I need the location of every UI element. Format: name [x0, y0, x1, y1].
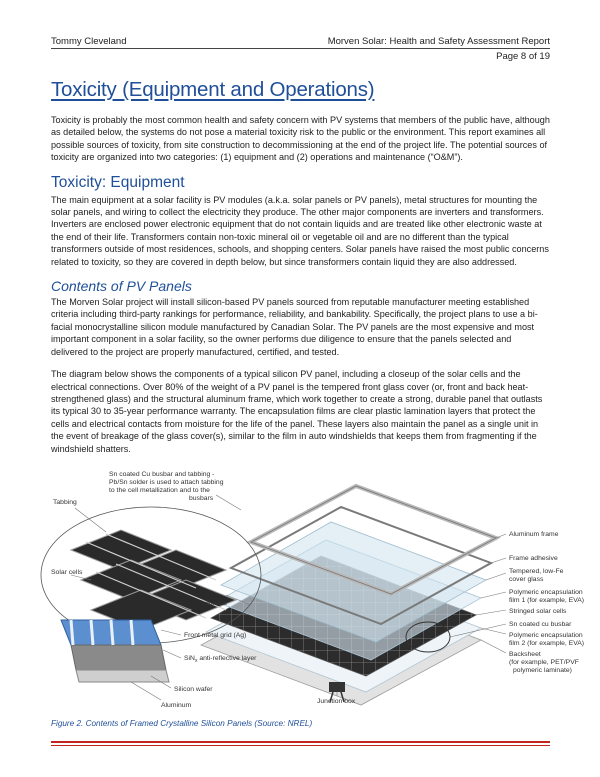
page-number: Page 8 of 19 — [496, 51, 550, 62]
label-frame-adhesive: Frame adhesive — [509, 555, 558, 562]
label-solar-cells: Solar cells — [51, 569, 83, 576]
label-tabbing: Tabbing — [53, 499, 77, 506]
label-sn-busbar-4: busbars — [189, 495, 214, 502]
label-sin-sub: x — [194, 658, 198, 664]
label-aluminum-frame: Aluminum frame — [509, 531, 559, 538]
figure-caption: Figure 2. Contents of Framed Crystalline Silicon Panels (Source: NREL) — [51, 719, 313, 728]
subsection-paragraph-1: The Morven Solar project will install silicon-based PV panels sourced from reputable manufacturer meeting established criteria including third-party rankings for performance, reliability, and bankability. Specifically, the project plans to use a bi-facial monocrystalline silicon module manufactured by Canadian Solar. The PV panels are the most expensive and most important component in a solar facility, so the owner performs due diligence to ensure that the panels selected and delivered to the project are properly manufactured, certified, and tested. — [51, 297, 538, 357]
label-film2-1: Polymeric encapsulation — [509, 632, 583, 639]
label-junction-box: Junction box — [317, 698, 356, 705]
intro-paragraph: Toxicity is probably the most common health and safety concern with PV systems that members of the public have, although as detailed below, the systems do not pose a material toxicity risk to the public or the environment. This report examines all possible sources of toxicity, from site construction to decommissioning at the end of the project life. The potential sources of toxicity are organized into two categories: (1) equipment and (2) operations and maintenance (“O&M”). — [51, 115, 550, 163]
label-aluminum: Aluminum — [161, 702, 192, 709]
label-silicon-wafer: Silicon wafer — [174, 686, 213, 693]
label-sn-busbar-2: Pb/Sn solder is used to attach tabbing — [109, 479, 224, 486]
section-paragraph: The main equipment at a solar facility is PV modules (a.k.a. solar panels or PV panels), metal structures for mounting the solar panels, and wiring to collect the electricity they produce. The other major components are inverters and transformers. Inverters are enclosed power electronic equipment that do not contain liquids and are treated like other electronic waste at the end of their life. Transformers contain non-toxic mineral oil or vegetable oil and are no different than the typical transformers outside of most residences, schools, and shopping centers. Solar panels have raised the most public concerns related to toxicity, so they are covered in depth below, but since transformers contain liquid they are also addressed. — [51, 194, 549, 267]
label-sn-busbar-3: to the cell metallization and to the — [109, 487, 210, 494]
label-film1-2: film 1 (for example, EVA) — [509, 597, 585, 604]
solar-cells-closeup — [71, 530, 236, 630]
label-glass-1: Tempered, low-Fe — [509, 568, 564, 575]
label-backsheet-2: (for example, PET/PVF — [509, 659, 579, 666]
header-author: Tommy Cleveland — [51, 36, 127, 47]
label-sin-rest: anti-reflective layer — [197, 655, 257, 662]
section-heading: Toxicity: Equipment — [51, 173, 185, 191]
label-backsheet-3: polymeric laminate) — [513, 667, 572, 674]
label-sn-cu-busbar: Sn coated cu busbar — [509, 621, 572, 628]
subsection-heading: Contents of PV Panels — [51, 278, 192, 295]
junction-box-icon — [329, 682, 345, 692]
label-sn-busbar-1: Sn coated Cu busbar and tabbing - — [109, 471, 215, 478]
page-title: Toxicity (Equipment and Operations) — [51, 78, 375, 101]
label-busbar: Busbar — [206, 600, 228, 607]
label-film1-1: Polymeric encapsulation — [509, 589, 583, 596]
pv-panel-diagram — [51, 470, 585, 710]
label-sin-layer — [184, 655, 257, 664]
footer-rule-thin — [51, 745, 550, 746]
label-film2-2: film 2 (for example, EVA) — [509, 640, 585, 647]
wafer-cross-section — [61, 620, 169, 682]
label-sin: SiN — [184, 655, 195, 662]
main-content — [51, 78, 550, 465]
header-report-title: Morven Solar: Health and Safety Assessment Report — [327, 36, 550, 47]
page-header — [51, 36, 550, 47]
footer-rule-thick — [51, 741, 550, 743]
label-backsheet-1: Backsheet — [509, 651, 541, 658]
label-stringed-cells: Stringed solar cells — [509, 608, 567, 615]
subsection-paragraph-2: The diagram below shows the components of a typical silicon PV panel, including a closeup of the solar cells and the electrical connections. Over 80% of the weight of a PV panel is the tempered front glass cover (or, front and back heat-strengthened glass) and the structural aluminum frame, which work together to create a strong, durable panel that outlasts its typical 30 to 35-year performance warranty. The encapsulation films are clear plastic lamination layers that protect the cells and electrical contacts from moisture for the life of the panel. These layers also maintain the panel as a single unit in the event of breakage of the glass cover(s), similar to the film in auto windshields that keeps them from fragmenting if the windshield shatters. — [51, 369, 543, 454]
pv-panel-illustration — [51, 470, 585, 710]
label-front-grid: Front metal grid (Ag) — [184, 632, 247, 639]
label-glass-2: cover glass — [509, 576, 544, 583]
header-rule — [51, 48, 550, 49]
